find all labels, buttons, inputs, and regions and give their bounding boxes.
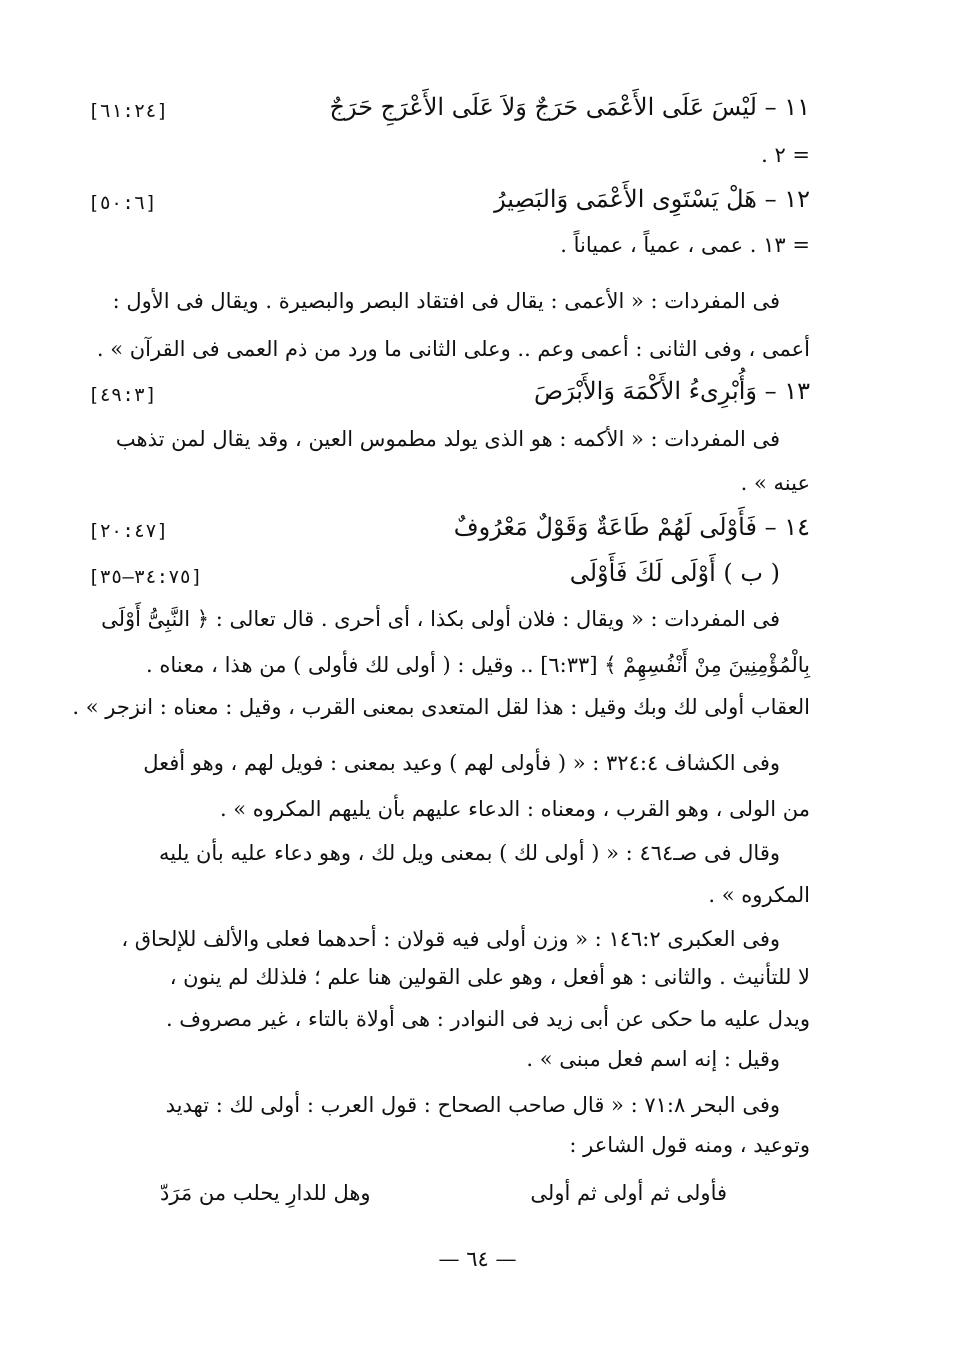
mufradat-3-line-2: بِالْمُؤْمِنِينَ مِنْ أَنْفُسِهِمْ ﴾ [٦:٣٣] .. وقيل : ( أولى لك فأولى ) من هذا ، معناه . xyxy=(146,653,810,677)
ukbari-line-3: ويدل عليه ما حكى عن أبى زيد فى النوادر : هى أولاة بالتاء ، غير مصروف . xyxy=(165,1007,810,1031)
bahr-line-1: وفى البحر ٧١:٨ : « قال صاحب الصحاح : قول العرب : أولى لك : تهديد xyxy=(165,1093,780,1117)
verse-14-b-reference: [٣٤:٧٥—٣٥] xyxy=(88,566,203,588)
verse-12-reference: [٥٠:٦] xyxy=(88,192,157,214)
mufradat-3-line-3: العقاب أولى لك وبك وقيل : هذا لقل المتعدى بمعنى القرب ، وقيل : معناه : انزجر » . xyxy=(72,695,810,719)
verse-13-reference: [٤٩:٣] xyxy=(88,384,157,406)
poem-hemistich-1: فأولى ثم أولى ثم أولى xyxy=(530,1181,727,1205)
kashshaf-line-2: من الولى ، وهو القرب ، ومعناه : الدعاء عليهم بأن يليهم المكروه » . xyxy=(219,797,810,821)
verse-11-reference: [٦١:٢٤] xyxy=(88,100,169,122)
verse-11: ١١ – لَيْسَ عَلَى الأَعْمَى حَرَجٌ وَلاَ عَلَى الأَعْرَجِ حَرَجٌ xyxy=(329,93,810,121)
mufradat-2-line-1: فى المفردات : « الأكمه : هو الذى يولد مطموس العين ، وقد يقال لمن تذهب xyxy=(115,427,780,451)
mufradat-3-line-1: فى المفردات : « ويقال : فلان أولى بكذا ، أى أحرى . قال تعالى : ﴿ النَّبِىُّ أَوْلَى xyxy=(101,607,780,631)
verse-14: ١٤ – فَأَوْلَى لَهُمْ طَاعَةٌ وَقَوْلٌ مَعْرُوفٌ xyxy=(453,513,810,541)
verse-14-b: ( ب ) أَوْلَى لَكَ فَأَوْلَى xyxy=(569,559,780,587)
verse-11-continuation: = ٢ . xyxy=(761,143,810,167)
kashshaf-line-3: وقال فى صـ٤٦٤ : « ( أولى لك ) بمعنى ويل لك ، وهو دعاء عليه بأن يليه xyxy=(158,841,780,865)
verse-13: ١٣ – وَأُبْرِىءُ الأَكْمَهَ وَالأَبْرَصَ xyxy=(534,377,810,405)
ukbari-line-2: لا للتأنيث . والثانى : هو أفعل ، وهو على القولين هنا علم ؛ فلذلك لم ينون ، xyxy=(169,965,810,989)
mufradat-2-line-2: عينه » . xyxy=(740,471,810,495)
verse-14-reference: [٢٠:٤٧] xyxy=(88,520,169,542)
verse-12: ١٢ – هَلْ يَسْتَوِى الأَعْمَى وَالبَصِيرُ xyxy=(494,185,810,213)
page-number: — ٦٤ — xyxy=(438,1247,517,1271)
mufradat-1-line-1: فى المفردات : « الأعمى : يقال فى افتقاد البصر والبصيرة . ويقال فى الأول : xyxy=(112,289,780,313)
ukbari-line-4: وقيل : إنه اسم فعل مبنى » . xyxy=(526,1047,780,1071)
mufradat-1-line-2: أعمى ، وفى الثانى : أعمى وعم .. وعلى الثانى ما ورد من ذم العمى فى القرآن » . xyxy=(96,337,810,361)
kashshaf-line-1: وفى الكشاف ٣٢٤:٤ : « ( فأولى لهم ) وعيد بمعنى : فويل لهم ، وهو أفعل xyxy=(143,751,780,775)
bahr-line-2: وتوعيد ، ومنه قول الشاعر : xyxy=(569,1133,810,1157)
ukbari-line-1: وفى العكبرى ١٤٦:٢ : « وزن أولى فيه قولان : أحدهما فعلى والألف للإلحاق ، xyxy=(121,927,780,951)
kashshaf-line-4: المكروه » . xyxy=(708,883,810,907)
verse-12-continuation: = ١٣ . عمى ، عمياً ، عمياناً . xyxy=(560,233,810,257)
poem-hemistich-2: وهل للدارِ يحلب من مَرَدّ xyxy=(160,1181,371,1205)
